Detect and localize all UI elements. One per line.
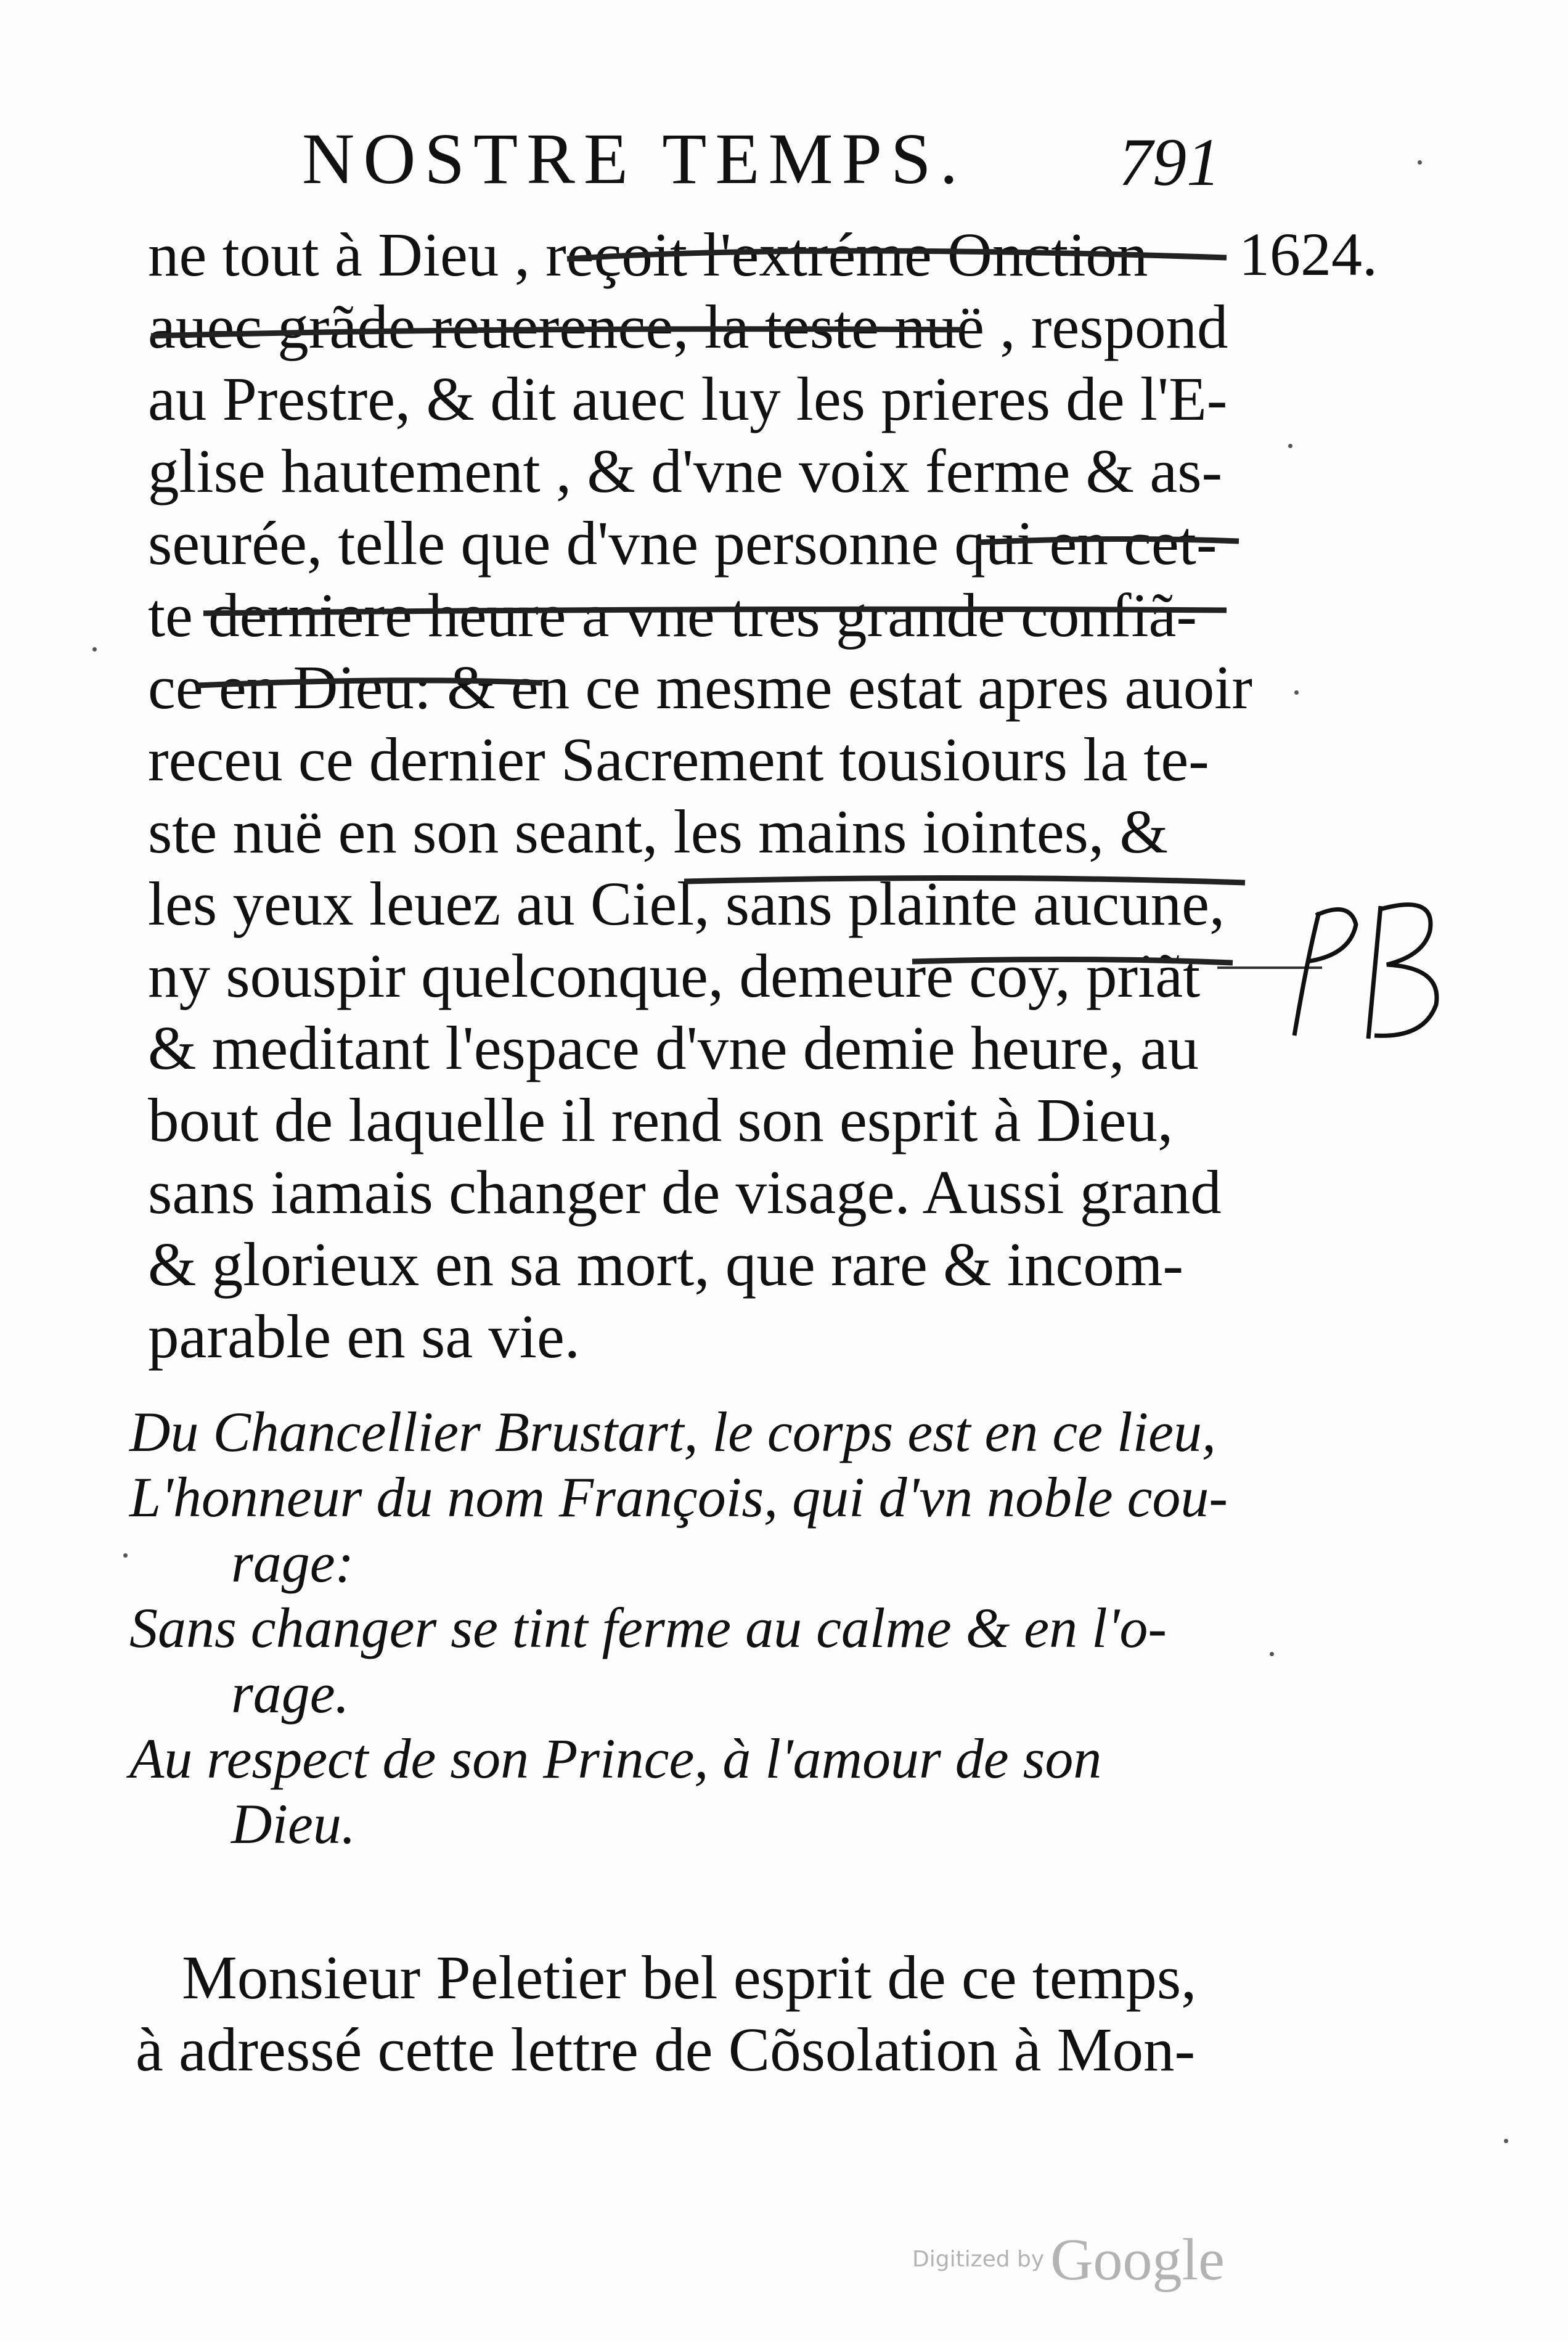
text-line: au Prestre, & dit auec luy les prieres de l'E- xyxy=(148,364,1228,433)
text-line: ste nuë en son seant, les mains iointes, & xyxy=(148,797,1169,866)
verse-line: Dieu. xyxy=(231,1792,356,1855)
underline-mark xyxy=(197,680,542,685)
text-line: sans iamais changer de visage. Aussi grand xyxy=(148,1158,1222,1227)
watermark-small: Digitized by xyxy=(912,2247,1045,2272)
text-line: Monsieur Peletier bel esprit de ce temps, xyxy=(182,1943,1197,2012)
underline-mark xyxy=(977,539,1239,542)
pb-signature xyxy=(1282,888,1479,1048)
underline-mark xyxy=(151,329,962,336)
closing-paragraph xyxy=(136,1942,1233,2086)
text-line: auec grãde reuerence, la teste nuë , respond xyxy=(148,292,1228,361)
verse-line: Du Chancellier Brustart, le corps est en ce lieu, xyxy=(129,1400,1217,1463)
text-line: à adressé cette lettre de Cõsolation à Mon- xyxy=(136,2015,1196,2084)
speck xyxy=(1288,444,1292,448)
text-line: & glorieux en sa mort, que rare & incom- xyxy=(148,1230,1184,1299)
text-line: ny souspir quelconque, demeure coy, priãt xyxy=(148,941,1201,1010)
strike-mark xyxy=(567,251,1227,259)
google-logo: Google xyxy=(1050,2226,1225,2292)
text-line: te derniere heure a vne tres grande confiã- xyxy=(148,581,1198,650)
text-line: glise hautement , & d'vne voix ferme & as- xyxy=(148,436,1223,505)
verse-line: L'honneur du nom François, qui d'vn noble cou- xyxy=(129,1466,1228,1529)
speck xyxy=(92,647,97,652)
margin-year: 1624. xyxy=(1239,220,1378,288)
text-line: bout de laquelle il rend son esprit à Dieu, xyxy=(148,1085,1174,1154)
verse-line: rage: xyxy=(231,1531,354,1594)
speck xyxy=(123,1553,128,1558)
speck xyxy=(1294,690,1299,695)
page-number: 791 xyxy=(1119,125,1220,200)
text-line: les yeux leuez au Ciel, sans plainte aucune, xyxy=(148,869,1225,938)
verse-line: Au respect de son Prince, à l'amour de son xyxy=(129,1727,1102,1790)
speck xyxy=(1504,2139,1508,2143)
underline-mark xyxy=(912,959,1233,963)
text-line: seurée, telle que d'vne personne qui en cet- xyxy=(148,509,1217,578)
text-line: ne tout à Dieu , reçoit l'extréme Onction xyxy=(148,220,1148,289)
speck xyxy=(1418,160,1422,165)
verse-line: Sans changer se tint ferme au calme & en l'o- xyxy=(129,1596,1167,1659)
digitized-watermark xyxy=(912,2225,1225,2294)
underline-mark xyxy=(203,609,1227,613)
text-line: receu ce dernier Sacrement tousiours la te- xyxy=(148,725,1209,794)
speck xyxy=(1270,1652,1274,1656)
epitaph-verse xyxy=(129,1399,1239,1857)
text-line: & meditant l'espace d'vne demie heure, au xyxy=(148,1013,1199,1082)
text-line: parable en sa vie. xyxy=(148,1302,581,1371)
verse-line: rage. xyxy=(231,1662,349,1725)
strike-mark xyxy=(684,878,1245,883)
running-head: NOSTRE TEMPS. xyxy=(302,118,967,199)
text-line: ce en Dieu: & en ce mesme estat apres auoir xyxy=(148,653,1252,722)
